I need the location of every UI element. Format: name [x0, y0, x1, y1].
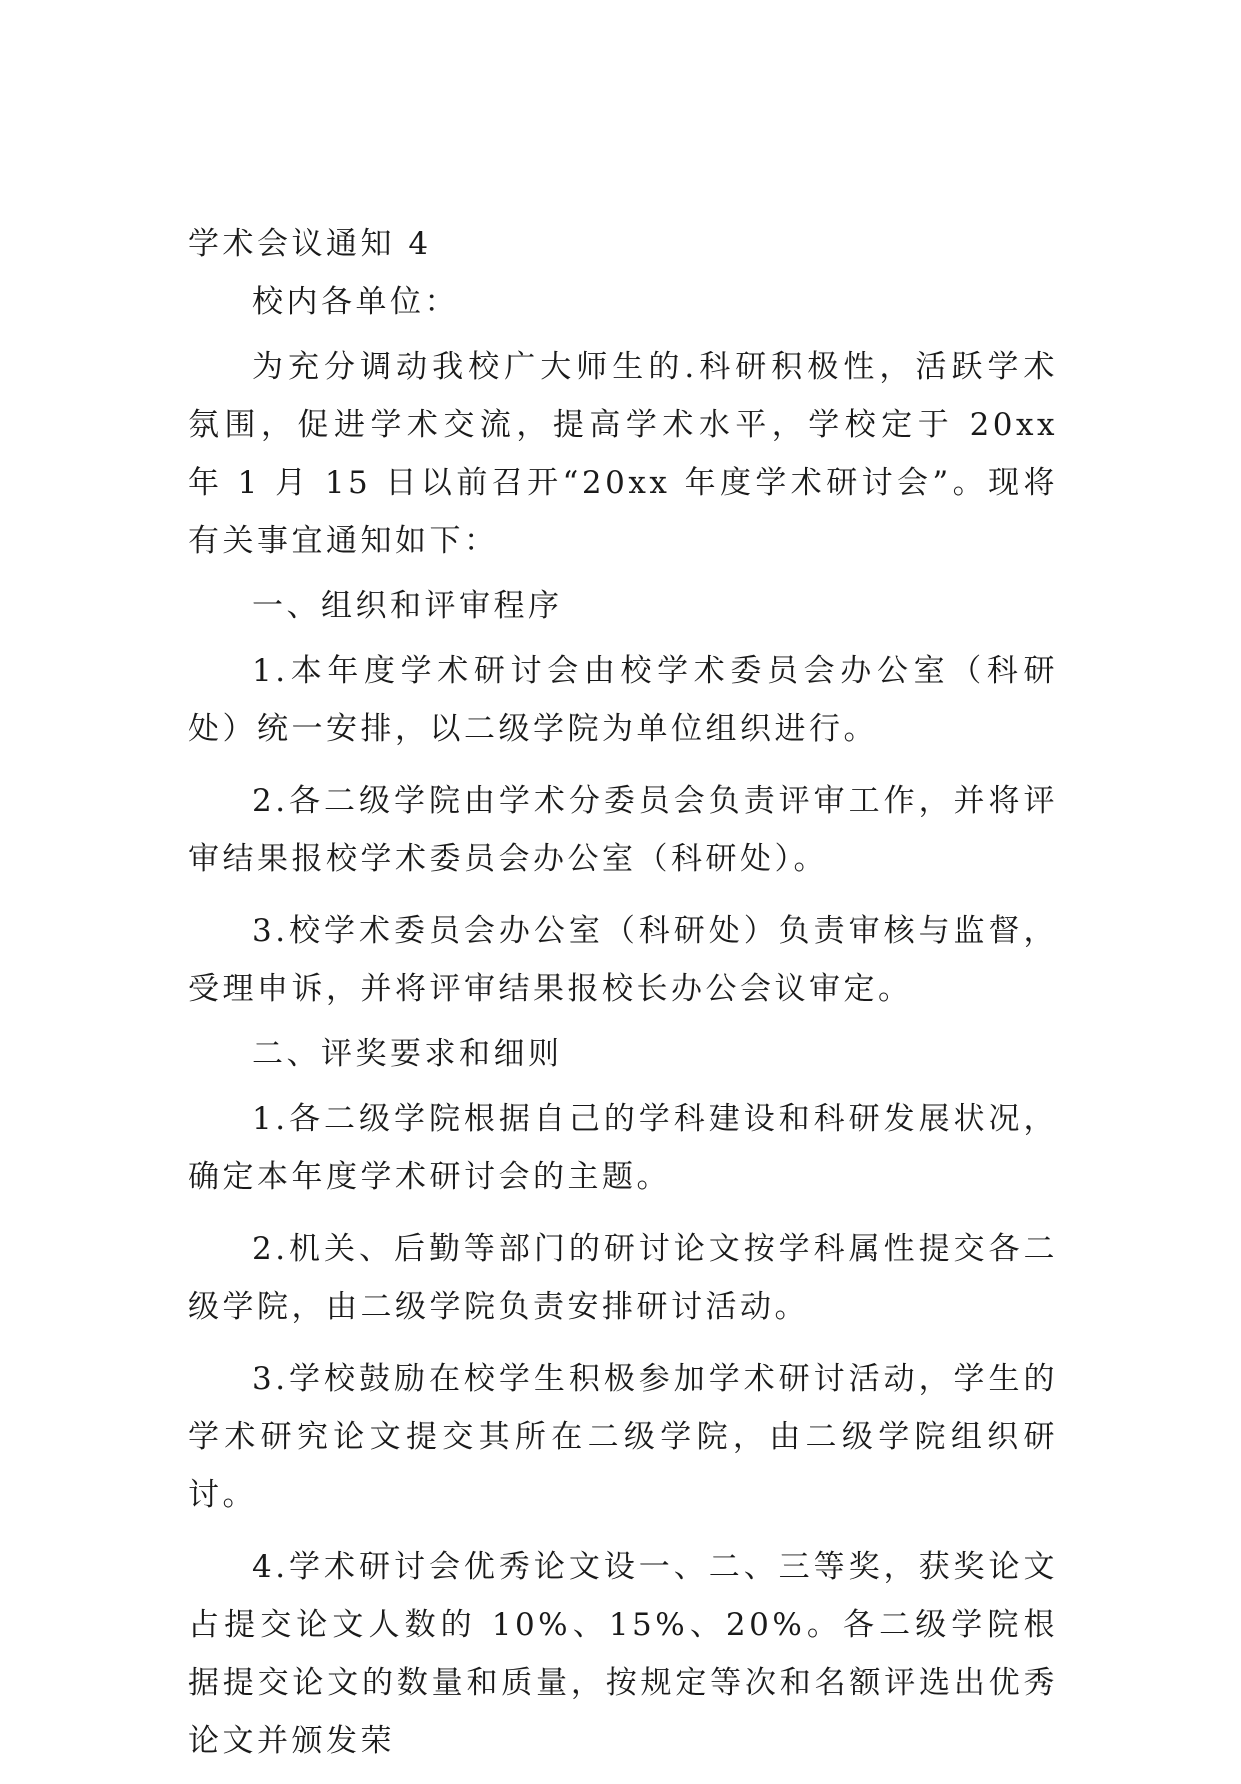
- section2-item: 1.各二级学院根据自己的学科建设和科研发展状况，确定本年度学术研讨会的主题。: [188, 1101, 1058, 1195]
- section2-item: 2.机关、后勤等部门的研讨论文按学科属性提交各二级学院，由二级学院负责安排研讨活动。: [188, 1231, 1058, 1325]
- document-body: [188, 222, 1058, 1784]
- section1-item: 2.各二级学院由学术分委员会负责评审工作，并将评审结果报校学术委员会办公室（科研处）。: [188, 783, 1058, 877]
- section1-item: 3.校学术委员会办公室（科研处）负责审核与监督，受理申诉，并将评审结果报校长办公会议审定。: [188, 913, 1058, 1007]
- section2-item: 4.学术研讨会优秀论文设一、二、三等奖，获奖论文占提交论文人数的 10%、15%、20%。各二级学院根据提交论文的数量和质量，按规定等次和名额评选出优秀论文并颁发荣: [188, 1549, 1058, 1759]
- section1-item: 1.本年度学术研讨会由校学术委员会办公室（科研处）统一安排，以二级学院为单位组织进行。: [188, 653, 1058, 747]
- section-heading-organization: 一、组织和评审程序: [252, 588, 563, 624]
- salutation: 校内各单位：: [252, 284, 459, 320]
- section-heading-awards: 二、评奖要求和细则: [252, 1036, 563, 1072]
- document-title: 学术会议通知 4: [188, 226, 432, 262]
- section2-item: 3.学校鼓励在校学生积极参加学术研讨活动，学生的学术研究论文提交其所在二级学院，由二级学院组织研讨。: [188, 1361, 1058, 1513]
- intro-paragraph: 为充分调动我校广大师生的.科研积极性，活跃学术氛围，促进学术交流，提高学术水平，学校定于 20xx 年 1 月 15 日以前召开“20xx 年度学术研讨会”。现将有关事宜通知如下：: [188, 349, 1058, 559]
